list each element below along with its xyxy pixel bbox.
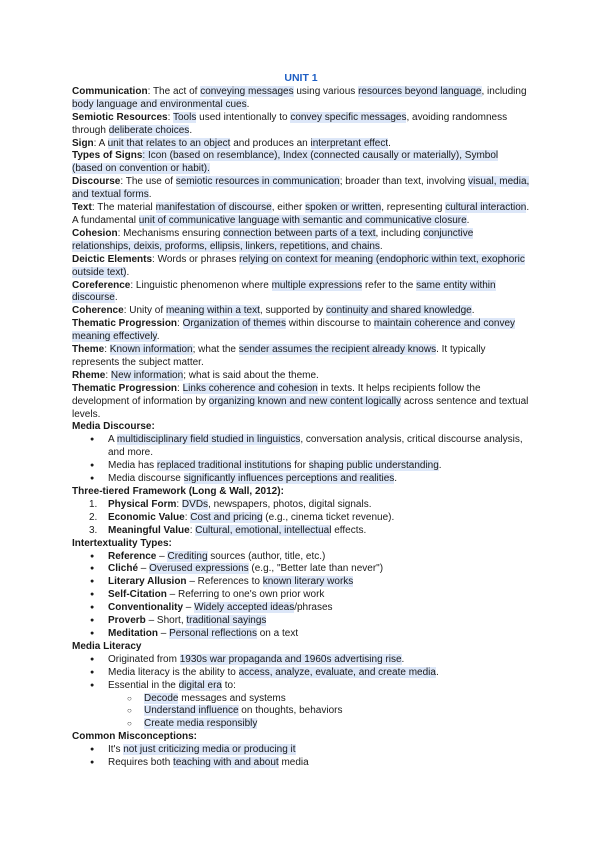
term: Self-Citation	[108, 589, 167, 601]
sub-list	[72, 693, 530, 732]
intertextuality-list	[72, 551, 530, 641]
text-segment: : The material	[91, 202, 156, 214]
text-segment: .	[189, 124, 193, 136]
text-segment: ; broader than text, involving	[339, 176, 469, 188]
text-segment: , avoiding randomness through	[72, 111, 508, 136]
text-segment: :	[184, 511, 191, 523]
text-segment: :	[177, 318, 183, 330]
highlighted-text: Personal reflections	[169, 627, 257, 639]
definitions-section	[72, 86, 530, 422]
term: Text	[72, 202, 92, 214]
highlighted-text: cultural interaction	[445, 202, 527, 214]
media-literacy-heading: Media Literacy	[72, 640, 142, 652]
highlighted-text: interpretant effect	[310, 137, 389, 149]
text-segment: Media has	[108, 460, 157, 472]
text-segment: ; what the	[192, 344, 239, 356]
list-item	[72, 680, 530, 693]
highlighted-text: New information	[110, 369, 184, 381]
term: Literary Allusion	[108, 576, 187, 588]
term: Conventionality	[108, 602, 184, 614]
text-segment: , including	[375, 227, 424, 239]
sub-list-item	[72, 705, 530, 718]
text-segment: , either	[271, 202, 306, 214]
text-segment: /phrases	[294, 602, 333, 614]
text-segment: : The use of	[120, 176, 176, 188]
term: Thematic Progression	[72, 318, 178, 330]
text-segment: to:	[221, 679, 236, 691]
media-discourse-heading: Media Discourse:	[72, 421, 155, 433]
list-item	[72, 499, 530, 512]
term: Physical Form	[108, 498, 177, 510]
term: Meditation	[108, 627, 158, 639]
list-number: 1.	[89, 498, 98, 510]
list-item	[72, 602, 530, 615]
text-segment: , including	[481, 85, 527, 97]
list-item	[72, 460, 530, 473]
text-segment: : Linguistic phenomenon where	[130, 279, 272, 291]
highlighted-text: Create media responsibly	[144, 718, 258, 730]
text-segment: refer to the	[362, 279, 417, 291]
highlighted-text: deliberate choices	[108, 124, 190, 136]
highlighted-text: semiotic resources in communication	[175, 176, 340, 188]
text-segment: : Mechanisms ensuring	[117, 227, 224, 239]
text-segment: Media discourse	[108, 473, 184, 485]
definition-paragraph	[72, 254, 530, 280]
text-segment: .	[394, 473, 398, 485]
text-segment: , newspapers, photos, digital signals.	[208, 498, 372, 510]
text-segment: It's	[108, 744, 124, 756]
definition-paragraph	[72, 202, 530, 228]
list-item	[72, 667, 530, 680]
page-title: UNIT 1	[284, 72, 318, 84]
definition-paragraph	[72, 150, 530, 176]
text-segment: –	[158, 627, 170, 639]
highlighted-text: organizing known and new content logically	[208, 395, 402, 407]
term: Economic Value	[108, 511, 185, 523]
list-item	[72, 589, 530, 602]
text-segment: on a text	[256, 627, 299, 639]
text-segment: –	[138, 563, 150, 575]
text-segment: .	[388, 137, 391, 149]
term: Cohesion	[72, 227, 118, 239]
text-segment: .	[126, 266, 130, 278]
text-segment: A	[108, 434, 117, 446]
misconceptions-list	[72, 744, 530, 770]
list-item	[72, 654, 530, 667]
highlighted-text: visual, media, and textual forms	[72, 176, 530, 201]
highlighted-text: Organization of themes	[182, 318, 286, 330]
highlighted-text: Links coherence and cohesion	[182, 382, 318, 394]
highlighted-text: resources beyond language	[358, 85, 482, 97]
text-segment: – References to	[186, 576, 263, 588]
intertextuality-heading: Intertextuality Types:	[72, 537, 172, 549]
text-segment: Media literacy is the ability to	[108, 666, 239, 678]
text-segment: –	[183, 602, 195, 614]
text-segment: (e.g., "Better late than never")	[248, 563, 384, 575]
highlighted-text: replaced traditional institutions	[156, 460, 292, 472]
term: Communication	[72, 85, 148, 97]
definition-paragraph	[72, 138, 530, 151]
definition-paragraph	[72, 176, 530, 202]
term: Discourse	[72, 176, 121, 188]
text-segment: :	[167, 111, 173, 123]
sub-list-item	[72, 718, 530, 731]
highlighted-text: Understand influence	[144, 705, 239, 717]
text-segment: , conversation analysis, critical discourse analysis, and more.	[108, 434, 523, 459]
highlighted-text: teaching with and about	[173, 757, 279, 769]
highlighted-text: significantly influences perceptions and realities	[183, 473, 395, 485]
text-segment: :	[105, 369, 111, 381]
text-segment: .	[438, 460, 442, 472]
highlighted-text: Crediting	[167, 550, 208, 562]
text-segment: :	[177, 382, 183, 394]
term: Thematic Progression	[72, 382, 178, 394]
highlighted-text: digital era	[178, 679, 222, 691]
sub-list-item	[72, 693, 530, 706]
term: Sign	[72, 137, 94, 149]
text-segment: Essential in the	[108, 679, 179, 691]
media-literacy-list	[72, 654, 530, 731]
text-segment: Requires both	[108, 757, 174, 769]
highlighted-text: : Icon (based on resemblance), Index (connected causally or materially), Symbol (based on convention or habit).	[72, 150, 499, 175]
highlighted-text: manifestation of discourse	[155, 202, 272, 214]
text-segment: .	[114, 292, 118, 304]
text-segment: .	[379, 240, 383, 252]
highlighted-text: meaning within a text	[165, 305, 260, 317]
highlighted-text: access, analyze, evaluate, and create media	[238, 666, 436, 678]
definition-paragraph	[72, 112, 530, 138]
list-item	[72, 757, 530, 770]
text-segment: .	[466, 214, 470, 226]
text-segment: – Short,	[145, 615, 187, 627]
highlighted-text: DVDs	[181, 498, 209, 510]
highlighted-text: 1930s war propaganda and 1960s advertising rise	[179, 653, 402, 665]
text-segment: :	[189, 524, 196, 536]
text-segment: .	[401, 653, 405, 665]
text-segment: . A fundamental	[72, 202, 530, 226]
list-item	[72, 563, 530, 576]
highlighted-text: multidisciplinary field studied in linguistics	[116, 434, 301, 446]
list-item	[72, 473, 530, 486]
sublist-wrapper	[72, 693, 530, 732]
framework-list	[72, 499, 530, 538]
highlighted-text: not just criticizing media or producing it	[123, 744, 296, 756]
list-item	[72, 744, 530, 757]
text-segment: – Referring to one's own prior work	[166, 589, 325, 601]
highlighted-text: unit of communicative language with semantic and communicative closure	[138, 214, 467, 226]
definition-paragraph	[72, 344, 530, 370]
highlighted-text: shaping public understanding	[308, 460, 439, 472]
text-segment: .	[246, 98, 250, 110]
term: Types of Signs	[72, 150, 143, 162]
highlighted-text: Cost and pricing	[190, 511, 263, 523]
list-item	[72, 434, 530, 460]
text-segment: for	[291, 460, 309, 472]
list-item	[72, 628, 530, 641]
term: Proverb	[108, 615, 146, 627]
term: Deictic Elements	[72, 253, 153, 265]
text-segment: :	[176, 498, 182, 510]
definition-paragraph	[72, 318, 530, 344]
highlighted-text: unit that relates to an object	[107, 137, 231, 149]
highlighted-text: known literary works	[262, 576, 354, 588]
highlighted-text: conjunctive relationships, deixis, proforms, ellipsis, linkers, repetitions, and chains	[72, 227, 474, 252]
highlighted-text: continuity and shared knowledge	[326, 305, 472, 317]
list-item	[72, 576, 530, 589]
text-segment: (e.g., cinema ticket revenue).	[262, 511, 395, 523]
highlighted-text: spoken or written	[305, 202, 382, 214]
text-segment: media	[278, 757, 309, 769]
term: Rheme	[72, 369, 106, 381]
highlighted-text: Tools	[173, 111, 197, 123]
text-segment: , representing	[381, 202, 446, 214]
text-segment: in texts. It helps recipients follow the development of information by	[72, 382, 481, 407]
framework-heading: Three-tiered Framework (Long & Wall, 2012):	[72, 486, 284, 497]
text-segment: .	[156, 331, 160, 343]
highlighted-text: Decode	[144, 692, 179, 704]
text-segment: : Words or phrases	[152, 253, 240, 265]
highlighted-text: convey specific messages	[290, 111, 407, 123]
highlighted-text: maintain coherence and convey meaning effectively	[72, 318, 516, 343]
term: Reference	[108, 550, 157, 562]
term: Coherence	[72, 305, 124, 317]
text-segment: .	[471, 305, 475, 317]
text-segment: ; what is said about the theme.	[183, 369, 319, 381]
text-segment: using various	[293, 85, 359, 97]
highlighted-text: relying on context for meaning (endophoric within text, exophoric outside text)	[72, 253, 525, 278]
list-item	[72, 512, 530, 525]
highlighted-text: traditional sayings	[186, 615, 267, 627]
list-item	[72, 615, 530, 628]
text-segment: : Unity of	[123, 305, 166, 317]
list-item	[72, 525, 530, 538]
text-segment: :	[104, 344, 110, 356]
definition-paragraph	[72, 280, 530, 306]
text-segment: and produces an	[230, 137, 311, 149]
definition-paragraph	[72, 86, 530, 112]
definition-paragraph	[72, 305, 530, 318]
text-segment: . It typically represents the subject matter.	[72, 344, 486, 368]
term: Coreference	[72, 279, 131, 291]
text-segment: : A	[93, 137, 108, 149]
text-segment: .	[435, 666, 439, 678]
highlighted-text: conveying messages	[200, 85, 294, 97]
text-segment: used intentionally to	[196, 111, 291, 123]
definition-paragraph	[72, 370, 530, 383]
text-segment: .	[148, 189, 152, 201]
term: Cliché	[108, 563, 139, 575]
text-segment: , supported by	[259, 305, 327, 317]
definition-paragraph	[72, 383, 530, 422]
term: Theme	[72, 344, 105, 356]
highlighted-text: Widely accepted ideas	[194, 602, 295, 614]
highlighted-text: multiple expressions	[271, 279, 363, 291]
highlighted-text: Overused expressions	[149, 563, 249, 575]
text-segment: –	[156, 550, 168, 562]
misconceptions-heading: Common Misconceptions:	[72, 731, 198, 743]
text-segment: within discourse to	[285, 318, 374, 330]
term: Meaningful Value	[108, 524, 190, 536]
highlighted-text: same entity within discourse	[72, 279, 496, 304]
text-segment: effects.	[331, 524, 367, 536]
highlighted-text: Cultural, emotional, intellectual	[195, 524, 332, 536]
media-discourse-list	[72, 434, 530, 486]
list-number: 2.	[89, 511, 98, 523]
text-segment: messages and systems	[178, 692, 286, 704]
text-segment: : The act of	[147, 85, 201, 97]
highlighted-text: connection between parts of a text	[223, 227, 376, 239]
document-page	[72, 72, 530, 770]
text-segment: Originated from	[108, 653, 180, 665]
list-number: 3.	[89, 524, 98, 536]
definition-paragraph	[72, 228, 530, 254]
text-segment: sources (author, title, etc.)	[207, 550, 326, 562]
text-segment: on thoughts, behaviors	[238, 705, 343, 717]
highlighted-text: body language and environmental cues	[72, 98, 247, 110]
list-item	[72, 551, 530, 564]
highlighted-text: Known information	[109, 344, 193, 356]
highlighted-text: sender assumes the recipient already knows	[238, 344, 437, 356]
text-segment: across sentence and textual levels.	[72, 395, 529, 420]
term: Semiotic Resources	[72, 111, 168, 123]
